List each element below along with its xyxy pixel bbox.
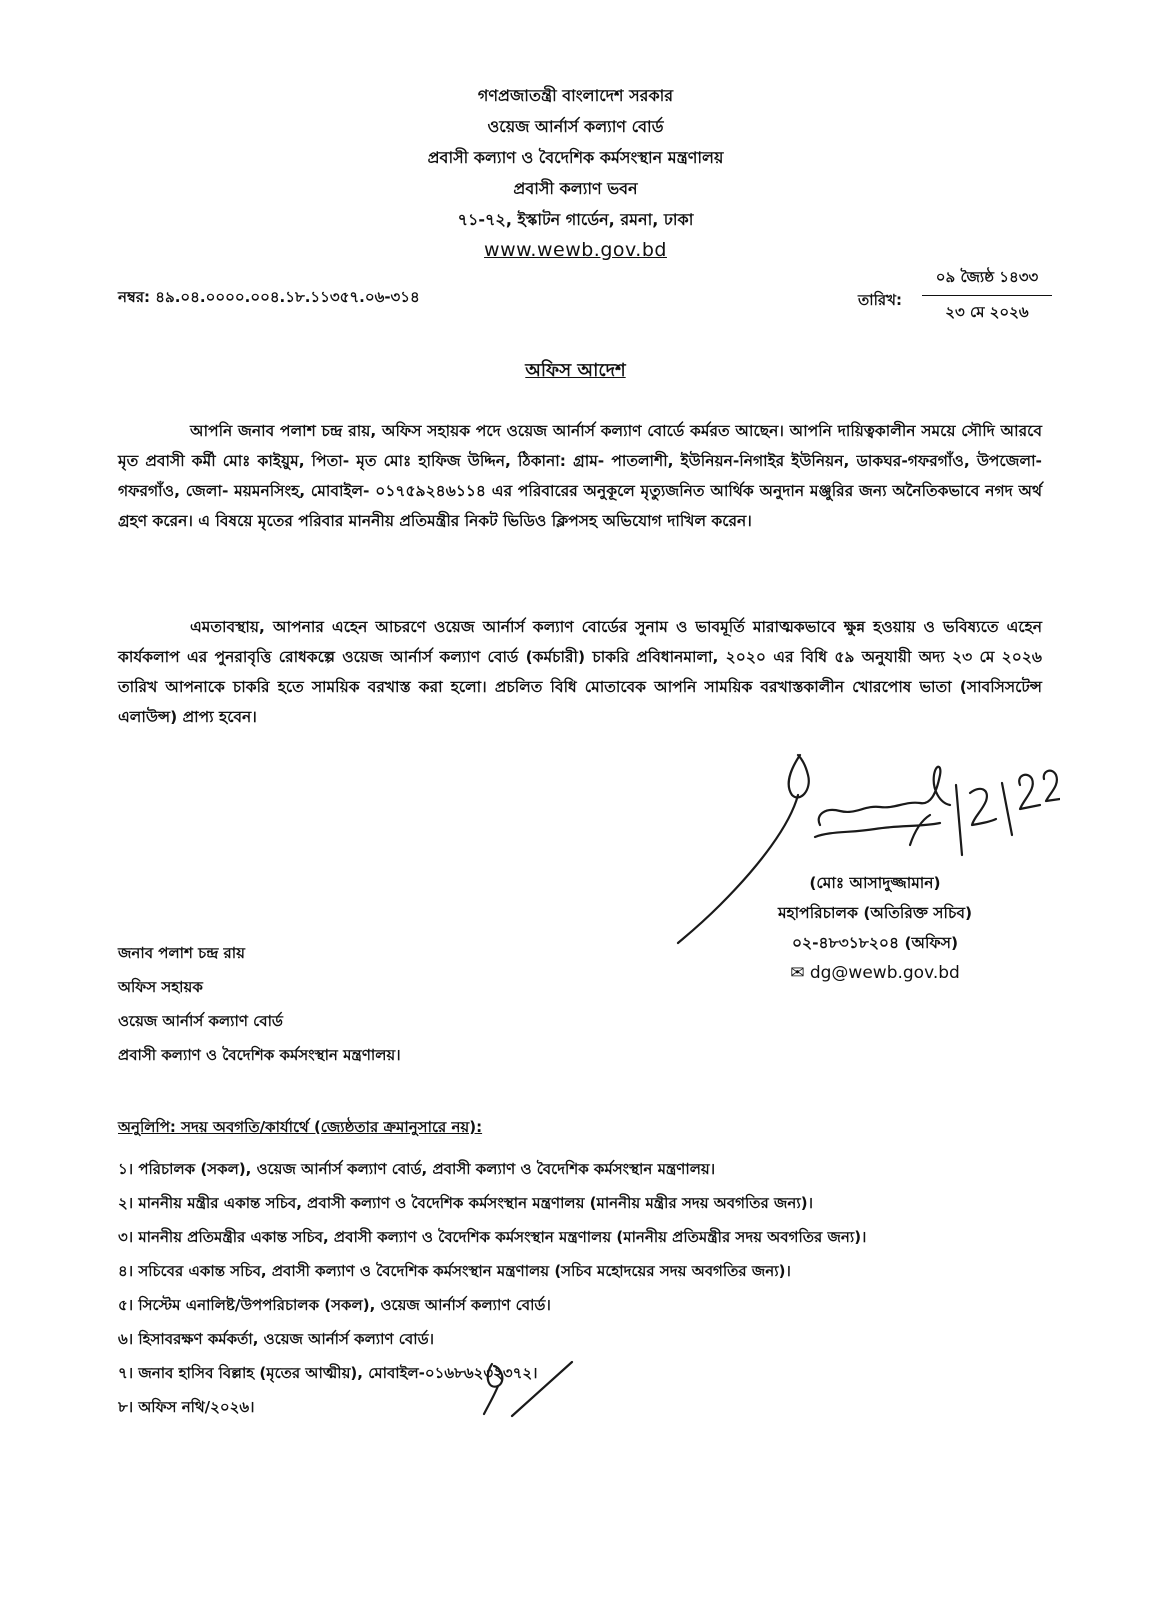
- signatory-phone: ০২-৪৮৩১৮২০৪ (অফিস): [791, 934, 959, 952]
- list-item: ৩। মাননীয় প্রতিমন্ত্রীর একান্ত সচিব, প্রবাসী কল্যাণ ও বৈদেশিক কর্মসংস্থান মন্ত্রণালয় (মাননীয় প্রতিমন্ত্রীর সদয় অবগতির জন্য)।: [118, 1228, 867, 1246]
- recipient-block: [118, 936, 401, 1072]
- body-paragraph-1: আপনি জনাব পলাশ চন্দ্র রায়, অফিস সহায়ক পদে ওয়েজ আর্নার্স কল্যাণ বোর্ডে কর্মরত আছেন। আপনি দায়িত্বকালীন সময়ে সৌদি আরবে মৃত প্রবাসী কর্মী মোঃ কাইয়ুম, পিতা- মৃত মোঃ হাফিজ উদ্দিন, ঠিকানা: গ্রাম- পাতলাশী, ইউনিয়ন-নিগাইর ইউনিয়ন, ডাকঘর-গফরগাঁও, উপজেলা-গফরগাঁও, জেলা- ময়মনসিংহ, মোবাইল- ০১৭৫৯২৪৬১১৪ এর পরিবারের অনুকূলে মৃত্যুজনিত আর্থিক অনুদান মঞ্জুরির জন্য অনৈতিকভাবে নগদ অর্থ গ্রহণ করেন। এ বিষয়ে মৃতের পরিবার মাননীয় প্রতিমন্ত্রীর নিকট ভিডিও ক্লিপসহ অভিযোগ দাখিল করেন।: [118, 422, 1042, 530]
- recipient-name: জনাব পলাশ চন্দ্র রায়: [118, 944, 245, 962]
- signatory-designation: মহাপরিচালক (অতিরিক্ত সচিব): [777, 904, 973, 922]
- list-item: ২। মাননীয় মন্ত্রীর একান্ত সচিব, প্রবাসী কল্যাণ ও বৈদেশিক কর্মসংস্থান মন্ত্রণালয় (মাননীয় মন্ত্রীর সদয় অবগতির জন্য)।: [118, 1194, 813, 1212]
- list-item: ৪। সচিবের একান্ত সচিব, প্রবাসী কল্যাণ ও বৈদেশিক কর্মসংস্থান মন্ত্রণালয় (সচিব মহোদয়ের সদয় অবগতির জন্য)।: [118, 1262, 791, 1280]
- letterhead: [0, 80, 1151, 266]
- document-title-text: অফিস আদেশ: [525, 360, 626, 381]
- memo-number: নম্বর: ৪৯.০৪.০০০০.০০৪.১৮.১১৩৫৭.০৬-৩১৪: [118, 288, 420, 306]
- date-label: তারিখ:: [858, 291, 902, 309]
- list-item: ৫। সিস্টেম এনালিষ্ট/উপপরিচালক (সকল), ওয়েজ আর্নার্স কল্যাণ বোর্ড।: [118, 1296, 551, 1314]
- list-item: ৬। হিসাবরক্ষণ কর্মকর্তা, ওয়েজ আর্নার্স কল্যাণ বোর্ড।: [118, 1330, 434, 1348]
- signature-block: [740, 868, 1010, 988]
- address: ৭১-৭২, ইস্কাটন গার্ডেন, রমনা, ঢাকা: [457, 210, 694, 229]
- date-block: [922, 266, 1052, 326]
- recipient-office: ওয়েজ আর্নার্স কল্যাণ বোর্ড: [118, 1012, 283, 1030]
- envelope-icon: ✉: [790, 963, 805, 983]
- body-paragraph-2: এমতাবস্থায়, আপনার এহেন আচরণে ওয়েজ আর্নার্স কল্যাণ বোর্ডের সুনাম ও ভাবমূর্তি মারাত্মকভাবে ক্ষুন্ন হওয়ায় ও ভবিষ্যতে এহেন কার্যকলাপ এর পুনরাবৃত্তি রোধকল্পে ওয়েজ আর্নার্স কল্যাণ বোর্ড (কর্মচারী) চাকরি প্রবিধানমালা, ২০২০ এর বিধি ৫৯ অনুযায়ী অদ্য ২৩ মে ২০২৬ তারিখ আপনাকে চাকরি হতে সাময়িক বরখাস্ত করা হলো। প্রচলিত বিধি মোতাবেক আপনি সাময়িক বরখাস্তকালীন খোরপোষ ভাতা (সাবসিসটেন্স এলাউন্স) প্রাপ্য হবেন।: [118, 618, 1042, 726]
- ministry-name: প্রবাসী কল্যাণ ও বৈদেশিক কর্মসংস্থান মন্ত্রণালয়: [427, 148, 724, 167]
- signatory-name: (মোঃ আসাদুজ্জামান): [809, 874, 941, 892]
- government-name: গণপ্রজাতন্ত্রী বাংলাদেশ সরকার: [477, 86, 674, 105]
- date-divider: [922, 295, 1052, 296]
- signatory-email[interactable]: dg@wewb.gov.bd: [809, 963, 960, 983]
- recipient-position: অফিস সহায়ক: [118, 978, 203, 996]
- signatory-email-row: [740, 958, 1010, 988]
- date-english: ২৩ মে ২০২৬: [945, 303, 1029, 321]
- recipient-ministry: প্রবাসী কল্যাণ ও বৈদেশিক কর্মসংস্থান মন্ত্রণালয়।: [118, 1046, 401, 1064]
- building-name: প্রবাসী কল্যাণ ভবন: [513, 179, 638, 198]
- list-item: ৭। জনাব হাসিব বিল্লাহ (মৃতের আত্মীয়), মোবাইল-০১৬৮৬২৩২৩৭২।: [118, 1364, 538, 1382]
- website-link[interactable]: www.wewb.gov.bd: [484, 239, 667, 261]
- list-item: ১। পরিচালক (সকল), ওয়েজ আর্নার্স কল্যাণ বোর্ড, প্রবাসী কল্যাণ ও বৈদেশিক কর্মসংস্থান মন্ত্রণালয়।: [118, 1160, 716, 1178]
- document-title: [0, 356, 1151, 387]
- handwritten-initial: [480, 1356, 580, 1426]
- board-name: ওয়েজ আর্নার্স কল্যাণ বোর্ড: [487, 117, 664, 136]
- date-bangla: ০৯ জ্যৈষ্ঠ ১৪৩৩: [935, 268, 1039, 286]
- list-item: ৮। অফিস নথি/২০২৬।: [118, 1398, 255, 1416]
- copy-to-heading: অনুলিপি: সদয় অবগতি/কার্যার্থে (জ্যেষ্ঠতার ক্রমানুসারে নয়):: [118, 1118, 483, 1136]
